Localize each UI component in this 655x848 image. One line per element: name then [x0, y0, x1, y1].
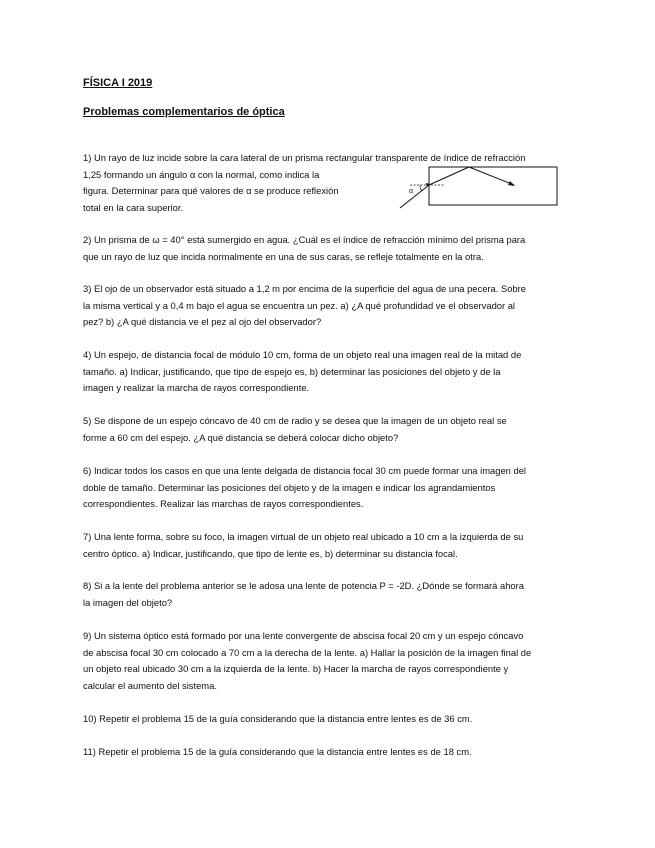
problem-line: 1,25 formando un ángulo α con la normal, como indica la [83, 168, 320, 180]
problem-line: 11) Repetir el problema 15 de la guía considerando que la distancia entre lentes es de 18 cm. [83, 746, 472, 757]
problem-line: de abscisa focal 30 cm colocado a 70 cm a la derecha de la lente. a) Hallar la posición de la imagen final de [83, 646, 532, 658]
problem-line: 2) Un prisma de ω = 40° está sumergido en agua. ¿Cuál es el índice de refracción mínimo del prisma para [83, 234, 526, 245]
problem-line: doble de tamaño. Determinar las posiciones del objeto y de la imagen e indicar los agrandamientos [83, 481, 496, 493]
problem-line: imagen y realizar la marcha de rayos correspondiente. [83, 382, 310, 394]
problem-line: 5) Se dispone de un espejo cóncavo de 40 cm de radio y se desea que la imagen de un objeto real se [83, 415, 507, 426]
problem-5 [83, 413, 593, 446]
problem-line: 8) Si a la lente del problema anterior se le adosa una lente de potencia P = -2D. ¿Dónde se formará ahora [83, 580, 524, 591]
problem-10 [83, 711, 593, 728]
angle-arc [420, 185, 422, 191]
problem-line: la imagen del objeto? [83, 596, 173, 608]
problem-line: centro óptico. a) Indicar, justificando, que tipo de lente es, b) determinar su distancia focal. [83, 547, 458, 559]
problem-line: la misma vertical y a 0,4 m bajo el agua se encuentra un pez. a) ¿A qué profundidad ve el observador al [83, 299, 516, 311]
problem-3 [83, 281, 593, 331]
problem-6 [83, 463, 593, 513]
incident-ray [400, 185, 429, 208]
problem-line: forme a 60 cm del espejo. ¿A qué distancia se deberá colocar dicho objeto? [83, 431, 399, 443]
problem-7 [83, 529, 593, 562]
reflected-ray [469, 167, 514, 185]
problem-line: un objeto real ubicado 30 cm a la izquierda de la lente. b) Hacer la marcha de rayos correspondiente y [83, 663, 509, 675]
alpha-label: α [409, 188, 414, 195]
problem-line: correspondientes. Realizar las marchas de rayos correspondientes. [83, 498, 364, 510]
prism-figure [396, 163, 561, 213]
problem-line: tamaño. a) Indicar, justificando, que tipo de espejo es, b) determinar las posiciones del objeto y de la [83, 365, 501, 377]
problem-line: 6) Indicar todos los casos en que una lente delgada de distancia focal 30 cm puede formar una imagen del [83, 465, 526, 476]
refracted-ray [429, 167, 469, 185]
document-subtitle: Problemas complementarios de óptica [83, 106, 285, 118]
problem-4 [83, 347, 593, 397]
problem-line: 1) Un rayo de luz incide sobre la cara lateral de un prisma rectangular transparente de índice de refracción [83, 152, 526, 163]
problem-line: 4) Un espejo, de distancia focal de módulo 10 cm, forma de un objeto real una imagen real de la mitad de [83, 349, 522, 360]
problem-11 [83, 744, 593, 761]
problem-line: 10) Repetir el problema 15 de la guía considerando que la distancia entre lentes es de 36 cm. [83, 713, 473, 724]
document-title: FÍSICA I 2019 [83, 77, 153, 89]
problem-line: 3) El ojo de un observador está situado a 1,2 m por encima de la superficie del agua de una pecera. Sobre [83, 283, 526, 294]
reflected-arrowhead [508, 181, 515, 186]
problem-9 [83, 628, 593, 694]
problem-line: figura. Determinar para qué valores de α se produce reflexión [83, 185, 339, 197]
problem-line: pez? b) ¿A qué distancia ve el pez al ojo del observador? [83, 316, 322, 328]
problem-line: 9) Un sistema óptico está formado por una lente convergente de abscisa focal 20 cm y un espejo cóncavo [83, 630, 524, 641]
problem-line: total en la cara superior. [83, 201, 184, 213]
problem-2 [83, 232, 593, 265]
problem-line: 7) Una lente forma, sobre su foco, la imagen virtual de un objeto real ubicado a 10 cm a la izquierda de su [83, 531, 524, 542]
prism-rectangle [429, 167, 557, 205]
problem-line: calcular el aumento del sistema. [83, 679, 217, 691]
problem-line: que un rayo de luz que incida normalmente en una de sus caras, se refleje totalmente en la otra. [83, 250, 484, 262]
problem-8 [83, 578, 593, 611]
